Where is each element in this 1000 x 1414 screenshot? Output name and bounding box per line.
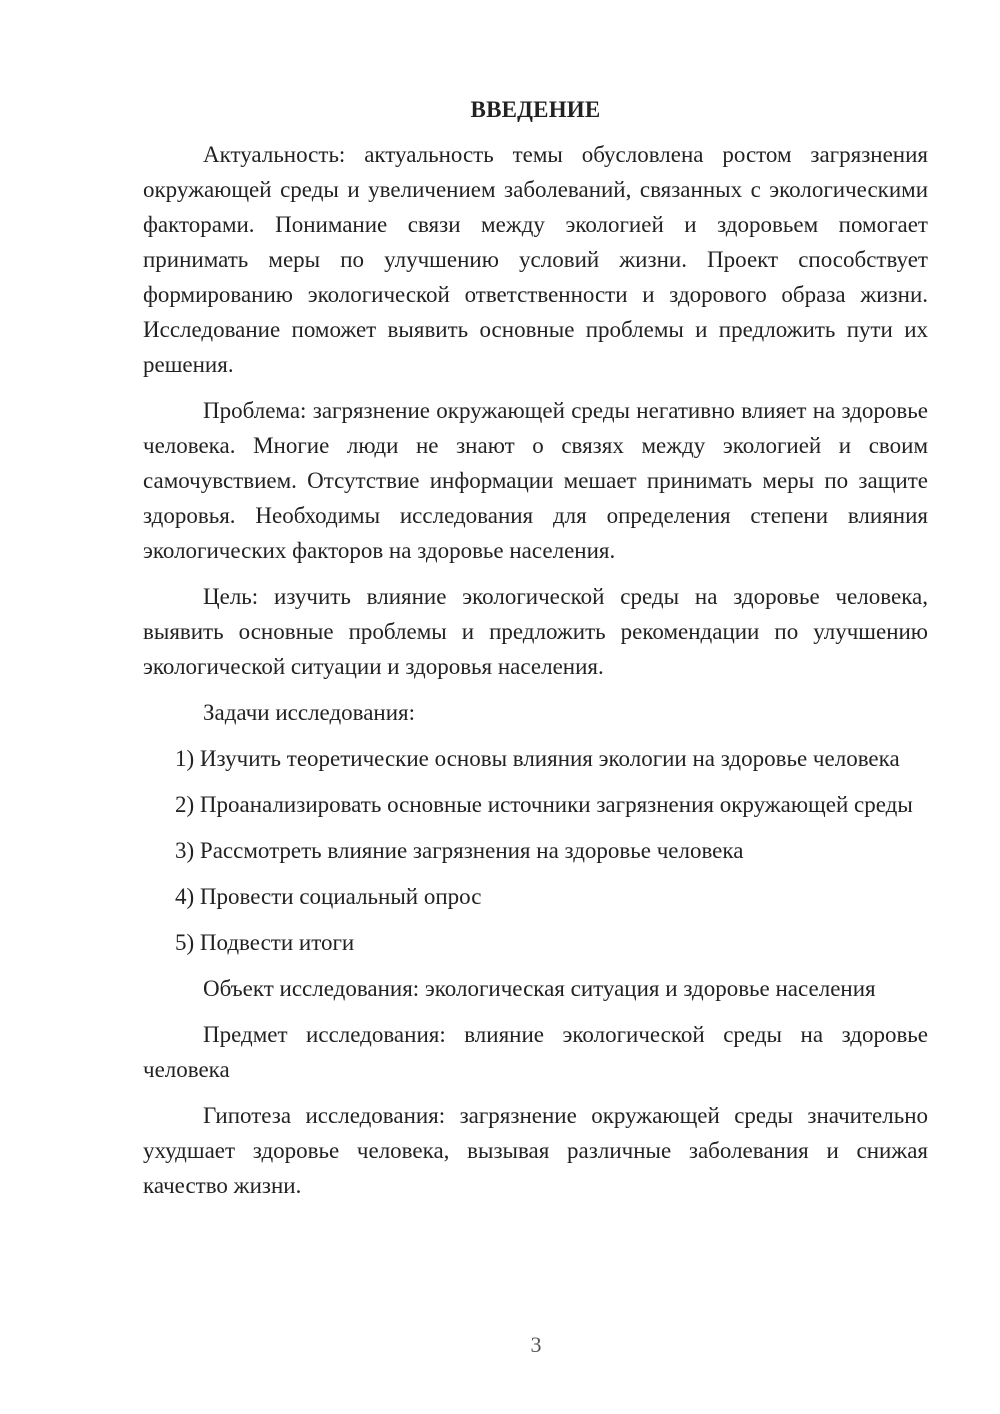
- object-paragraph: Объект исследования: экологическая ситуация и здоровье населения: [203, 976, 876, 1001]
- problem-paragraph: Проблема: загрязнение окружающей среды негативно влияет на здоровье человека. Многие люди не знают о связях между экологией и своим самочувствием. Отсутствие информации мешает принимать меры по защите здоровья. Необходимы исследования для определения степени влияния экологических факторов на здоровье населения.: [143, 398, 928, 563]
- task-item-1: 1) Изучить теоретические основы влияния экологии на здоровье человека: [175, 746, 900, 771]
- tasks-heading: Задачи исследования:: [203, 700, 416, 725]
- task-item-3: 3) Рассмотреть влияние загрязнения на здоровье человека: [175, 838, 744, 863]
- page-number: 3: [530, 1332, 542, 1357]
- section-title: ВВЕДЕНИЕ: [470, 97, 601, 122]
- hypothesis-paragraph: Гипотеза исследования: загрязнение окружающей среды значительно ухудшает здоровье человека, вызывая различные заболевания и снижая качество жизни.: [143, 1103, 928, 1198]
- task-item-2: 2) Проанализировать основные источники загрязнения окружающей среды: [175, 792, 913, 817]
- subject-paragraph: Предмет исследования: влияние экологической среды на здоровье человека: [143, 1022, 928, 1082]
- task-item-4: 4) Провести социальный опрос: [175, 884, 482, 909]
- goal-paragraph: Цель: изучить влияние экологической среды на здоровье человека, выявить основные проблемы и предложить рекомендации по улучшению экологической ситуации и здоровья населения.: [143, 584, 928, 679]
- relevance-paragraph: Актуальность: актуальность темы обусловлена ростом загрязнения окружающей среды и увеличением заболеваний, связанных с экологическими факторами. Понимание связи между экологией и здоровьем помогает принимать меры по улучшению условий жизни. Проект способствует формированию экологической ответственности и здорового образа жизни. Исследование поможет выявить основные проблемы и предложить пути их решения.: [143, 142, 928, 377]
- task-item-5: 5) Подвести итоги: [175, 930, 355, 955]
- page-content: [143, 92, 928, 1203]
